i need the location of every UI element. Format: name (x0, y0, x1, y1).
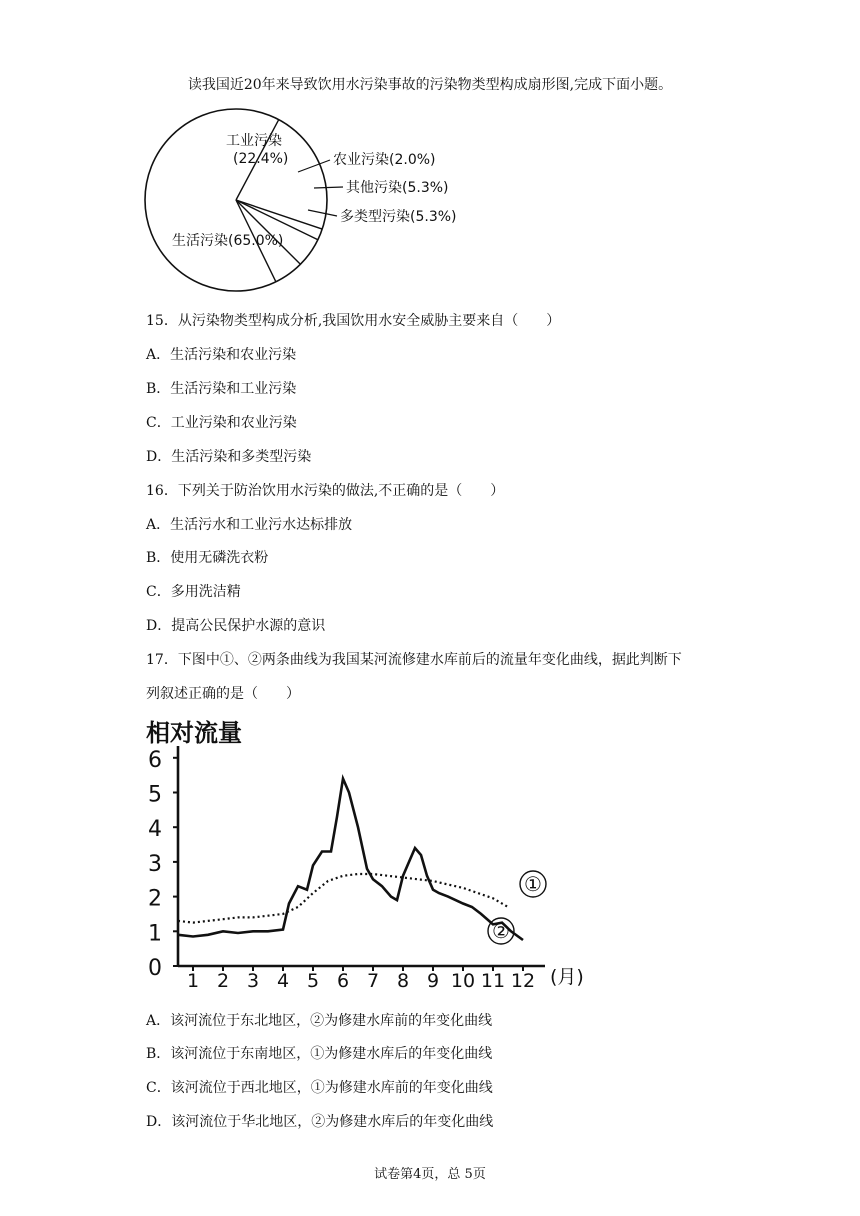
pie-label-domestic: 生活污染(65.0%) (172, 233, 284, 249)
x-tick-label: 9 (426, 970, 440, 992)
pie-label-industry: 工业污染 (226, 133, 282, 149)
flow-line-chart (140, 708, 610, 998)
q17-option-c[interactable]: C．该河流位于西北地区，①为修建水库前的年变化曲线 (146, 1080, 493, 1096)
chart-xlabel: (月) (550, 966, 584, 988)
pie-label-other: 其他污染(5.3%) (346, 180, 449, 196)
pie-chart (140, 100, 470, 295)
page-footer: 试卷第4页，总 5页 (374, 1167, 486, 1182)
y-tick-label: 3 (148, 851, 162, 877)
intro-text: 读我国近20年来导致饮用水污染事故的污染物类型构成扇形图,完成下面小题。 (187, 77, 673, 93)
chart-ylabel: 相对流量 (146, 719, 242, 747)
q16-option-c[interactable]: C．多用洗洁精 (146, 584, 241, 600)
q17-stem-line2: 列叙述正确的是（ ） (146, 686, 300, 702)
q15-option-a[interactable]: A．生活污染和农业污染 (146, 347, 297, 363)
q16-option-b[interactable]: B．使用无磷洗衣粉 (146, 550, 269, 566)
y-tick-label: 4 (148, 817, 162, 843)
q15-option-c[interactable]: C．工业污染和农业污染 (146, 415, 297, 431)
q15-option-b[interactable]: B．生活污染和工业污染 (146, 381, 297, 397)
y-tick-label: 2 (148, 886, 162, 912)
x-tick-label: 6 (336, 970, 350, 992)
x-tick-label: 4 (276, 970, 290, 992)
q15-option-d[interactable]: D．生活污染和多类型污染 (146, 449, 312, 465)
x-tick-label: 1 (186, 970, 200, 992)
pie-label-multi: 多类型污染(5.3%) (340, 209, 457, 225)
y-tick-label: 5 (148, 782, 162, 808)
y-tick-label: 1 (148, 921, 162, 947)
pie-label-industry-value: (22.4%) (233, 151, 289, 167)
series-1-label: ① (524, 872, 542, 896)
q17-stem-line1: 17．下图中①、②两条曲线为我国某河流修建水库前后的流量年变化曲线，据此判断下 (146, 652, 682, 668)
q16-stem: 16．下列关于防治饮用水污染的做法,不正确的是（ ） (146, 483, 505, 499)
q15-stem: 15．从污染物类型构成分析,我国饮用水安全威胁主要来自（ ） (146, 313, 561, 329)
x-tick-label: 10 (450, 970, 476, 992)
q16-option-a[interactable]: A．生活污水和工业污水达标排放 (146, 517, 353, 533)
x-tick-label: 11 (480, 970, 506, 992)
x-tick-label: 2 (216, 970, 230, 992)
y-tick-label: 6 (148, 747, 162, 773)
x-tick-label: 5 (306, 970, 320, 992)
series-2-line (178, 779, 523, 940)
x-tick-label: 3 (246, 970, 260, 992)
series-2-label: ② (492, 919, 510, 943)
x-tick-label: 7 (366, 970, 380, 992)
y-tick-label: 0 (148, 956, 162, 981)
x-tick-label: 12 (510, 970, 536, 992)
q17-option-d[interactable]: D．该河流位于华北地区，②为修建水库后的年变化曲线 (146, 1114, 494, 1130)
q17-option-b[interactable]: B．该河流位于东南地区，①为修建水库后的年变化曲线 (146, 1046, 493, 1062)
series-1-line (178, 874, 508, 923)
q17-option-a[interactable]: A．该河流位于东北地区，②为修建水库前的年变化曲线 (146, 1013, 493, 1029)
q16-option-d[interactable]: D．提高公民保护水源的意识 (146, 618, 326, 634)
pie-label-agriculture: 农业污染(2.0%) (333, 152, 436, 168)
x-tick-label: 8 (396, 970, 410, 992)
